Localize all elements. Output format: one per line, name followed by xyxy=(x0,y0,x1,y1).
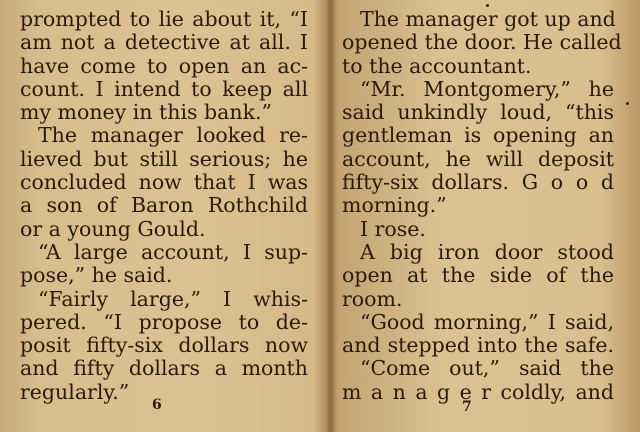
text-line: regularly.” xyxy=(20,379,130,404)
text-line: “A large account, I sup- xyxy=(38,239,308,264)
book-gutter xyxy=(326,0,336,432)
text-line: posit fifty-six dollars now xyxy=(20,333,308,358)
text-line: pered. “I propose to de- xyxy=(20,309,308,334)
text-line: my money in this bank.” xyxy=(20,100,273,125)
ink-speck xyxy=(626,102,629,105)
text-line: room. xyxy=(342,286,403,311)
left-page xyxy=(20,0,308,432)
text-line: count. I intend to keep all xyxy=(20,76,308,101)
text-line: lieved but still serious; he xyxy=(20,146,308,171)
text-line: account, he will deposit xyxy=(342,146,614,171)
text-line: and fifty dollars a month xyxy=(20,356,308,381)
text-line: gentleman is opening an xyxy=(342,123,614,148)
text-line: a son of Baron Rothchild xyxy=(20,193,308,218)
text-line: or a young Gould. xyxy=(20,216,206,241)
right-page-text xyxy=(342,7,622,404)
text-line: am not a detective at all. I xyxy=(20,30,308,55)
text-line: open at the side of the xyxy=(342,263,614,288)
left-page-text xyxy=(20,8,308,404)
right-page xyxy=(342,0,622,432)
text-line: fifty-six dollars. G o o d xyxy=(342,170,614,195)
ink-speck xyxy=(486,4,489,7)
text-line: and stepped into the safe. xyxy=(342,333,614,358)
text-line: The manager got up and xyxy=(360,7,616,31)
text-line: I rose. xyxy=(360,216,426,241)
text-line: opened the door. He called xyxy=(342,30,622,55)
text-line: pose,” he said. xyxy=(20,263,173,288)
text-line: “Good morning,” I said, xyxy=(360,309,614,334)
text-line: prompted to lie about it, “I xyxy=(20,7,308,31)
text-line: The manager looked re- xyxy=(38,123,308,148)
page-number: 6 xyxy=(152,397,162,413)
text-line: said unkindly loud, “this xyxy=(342,100,614,125)
text-line: morning.” xyxy=(342,193,447,218)
text-line: have come to open an ac- xyxy=(20,53,308,78)
text-line: concluded now that I was xyxy=(20,170,308,195)
text-line: “Come out,” said the xyxy=(360,356,614,381)
page-number: 7 xyxy=(462,399,472,415)
text-line: “Mr. Montgomery,” he xyxy=(360,76,614,101)
text-line: to the accountant. xyxy=(342,53,532,78)
text-line: A big iron door stood xyxy=(360,239,614,264)
text-line: “Fairly large,” I whis- xyxy=(38,286,308,311)
text-line: m a n a g e r coldly, and xyxy=(342,379,614,404)
